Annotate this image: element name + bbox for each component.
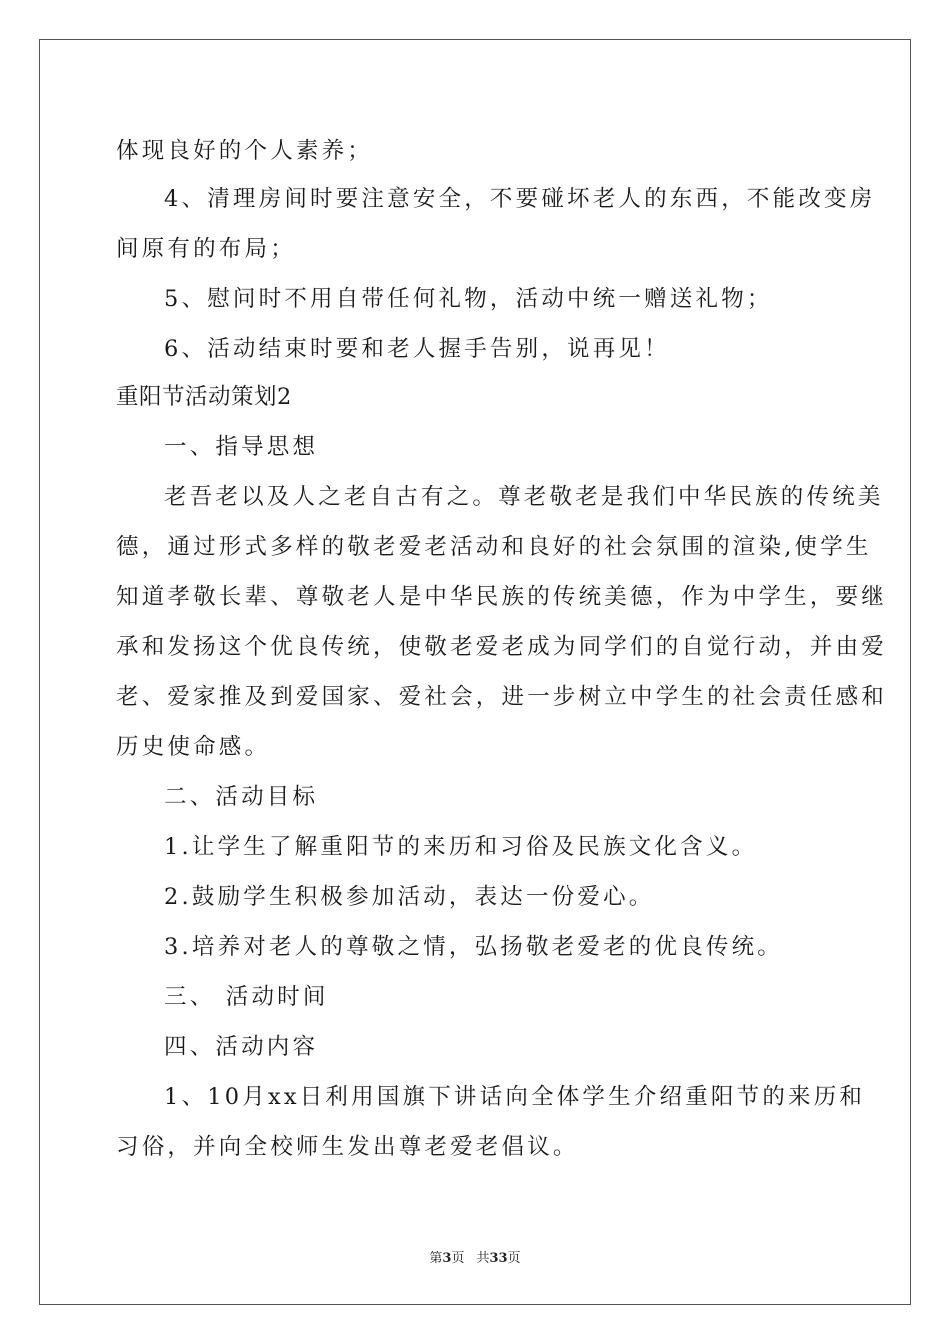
section-heading: 重阳节活动策划2: [116, 384, 292, 410]
total-label-prefix: 共: [476, 1251, 490, 1266]
page-number: 3: [442, 1251, 452, 1266]
total-label-suffix: 页: [507, 1251, 521, 1266]
page-frame: [39, 39, 911, 1305]
text-line: 3.培养对老人的尊敬之情，弘扬敬老爱老的优良传统。: [164, 934, 783, 960]
text-line: 老、爱家推及到爱国家、爱社会，进一步树立中学生的社会责任感和: [116, 684, 888, 710]
page-label-suffix: 页: [451, 1251, 465, 1266]
text-line: 习俗，并向全校师生发出尊老爱老倡议。: [116, 1134, 579, 1160]
text-line: 三、 活动时间: [164, 984, 329, 1010]
text-line: 1、10月xx日利用国旗下讲话向全体学生介绍重阳节的来历和: [164, 1084, 866, 1110]
text-line: 一、指导思想: [164, 434, 319, 460]
page-label-prefix: 第: [429, 1251, 443, 1266]
page-footer: [0, 1247, 950, 1266]
text-line: 5、慰问时不用自带任何礼物，活动中统一赠送礼物；: [164, 286, 773, 312]
text-line: 老吾老以及人之老自古有之。尊老敬老是我们中华民族的传统美: [164, 484, 884, 510]
total-pages: 33: [489, 1251, 508, 1266]
text-line: 历史使命感。: [116, 734, 271, 760]
text-line: 体现良好的个人素养；: [116, 138, 374, 164]
text-line: 4、清理房间时要注意安全，不要碰坏老人的东西，不能改变房: [164, 186, 876, 212]
text-line: 四、活动内容: [164, 1034, 319, 1060]
text-line: 间原有的布局；: [116, 236, 296, 262]
text-line: 1.让学生了解重阳节的来历和习俗及民族文化含义。: [164, 834, 758, 860]
text-line: 德，通过形式多样的敬老爱老活动和良好的社会氛围的渲染,使学生: [116, 534, 872, 560]
text-line: 6、活动结束时要和老人握手告别，说再见！: [164, 336, 670, 362]
text-line: 2.鼓励学生积极参加活动，表达一份爱心。: [164, 884, 655, 910]
text-line: 知道孝敬长辈、尊敬老人是中华民族的传统美德，作为中学生，要继: [116, 584, 888, 610]
text-line: 二、活动目标: [164, 784, 319, 810]
text-line: 承和发扬这个优良传统，使敬老爱老成为同学们的自觉行动，并由爱: [116, 634, 888, 660]
